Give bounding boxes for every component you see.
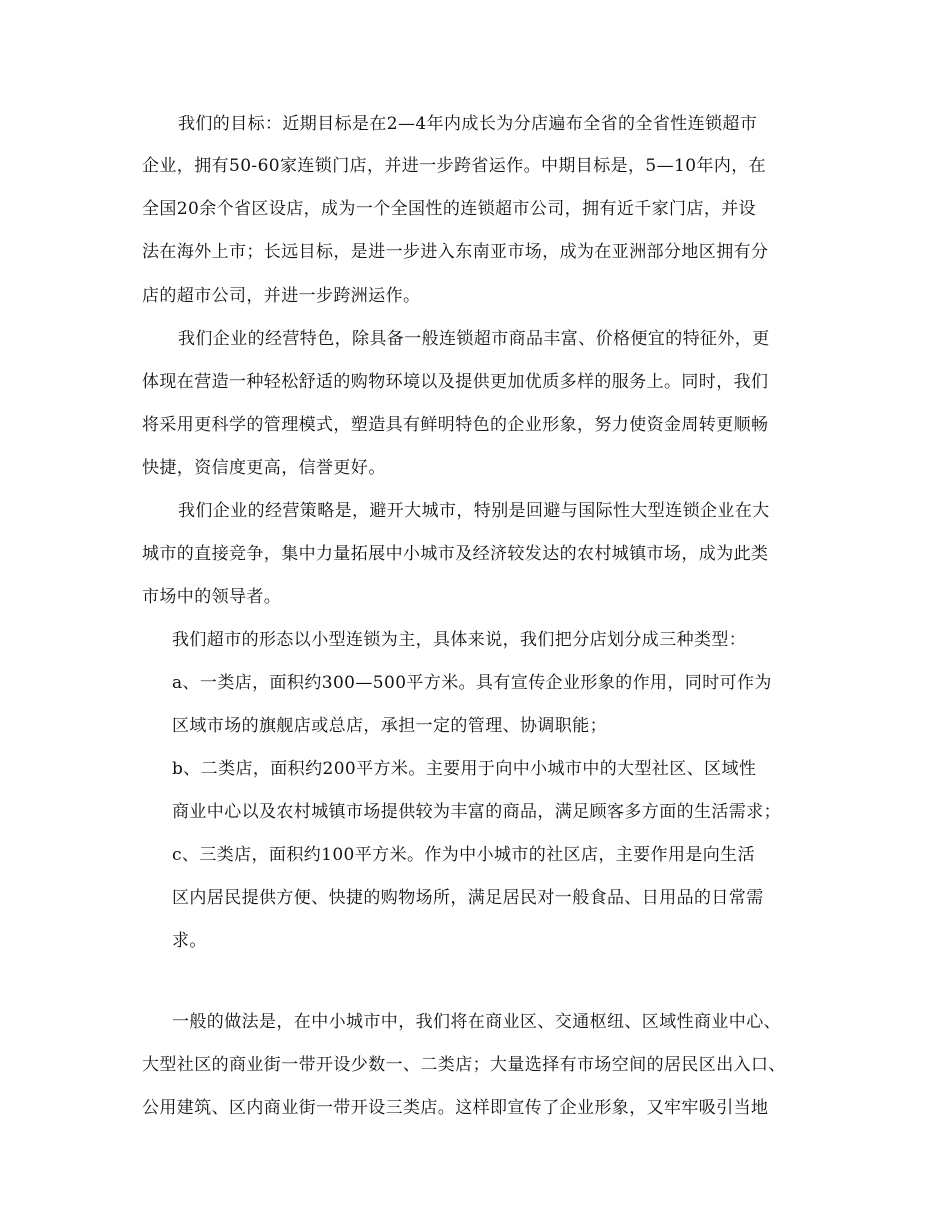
text-line: 我们的目标：近期目标是在2—4年内成长为分店遍布全省的全省性连锁超市 [178, 114, 758, 134]
list-item-text: c、三类店，面积约100平方米。作为中小城市的社区店，主要作用是向生活 [172, 845, 755, 865]
text-line: 我们超市的形态以小型连锁为主，具体来说，我们把分店划分成三种类型： [172, 630, 747, 650]
text-line: 我们企业的经营特色，除具备一般连锁超市商品丰富、价格便宜的特征外，更 [178, 329, 770, 349]
list-item-text: 区域市场的旗舰店或总店，承担一定的管理、协调职能； [172, 716, 607, 736]
list-item-text: 商业中心以及农村城镇市场提供较为丰富的商品，满足顾客多方面的生活需求； [172, 802, 781, 822]
list-item-text: a、一类店，面积约300—500平方米。具有宣传企业形象的作用，同时可作为 [172, 673, 772, 693]
text-line: 将采用更科学的管理模式，塑造具有鲜明特色的企业形象，努力使资金周转更顺畅 [142, 415, 769, 435]
text-line: 我们企业的经营策略是，避开大城市，特别是回避与国际性大型连锁企业在大 [178, 501, 770, 521]
text-line: 一般的做法是，在中小城市中，我们将在商业区、交通枢纽、区域性商业中心、 [172, 1012, 781, 1032]
text-line: 城市的直接竞争，集中力量拓展中小城市及经济较发达的农村城镇市场，成为此类 [142, 544, 769, 564]
list-item-text: 求。 [172, 931, 207, 951]
text-line: 快捷，资信度更高，信誉更好。 [142, 458, 386, 478]
list-item-text: 区内居民提供方便、快捷的购物场所，满足居民对一般食品、日用品的日常需 [172, 888, 764, 908]
text-line: 体现在营造一种轻松舒适的购物环境以及提供更加优质多样的服务上。同时，我们 [142, 372, 769, 392]
text-line: 大型社区的商业街一带开设少数一、二类店；大量选择有市场空间的居民区出入口、 [142, 1055, 786, 1075]
text-line: 全国20余个省区设店，成为一个全国性的连锁超市公司，拥有近千家门店，并设 [142, 199, 757, 219]
text-line: 市场中的领导者。 [142, 587, 282, 607]
text-line: 店的超市公司，并进一步跨洲运作。 [142, 286, 421, 306]
list-item-text: b、二类店，面积约200平方米。主要用于向中小城市中的大型社区、区域性 [172, 759, 757, 779]
text-line: 法在海外上市；长远目标，是进一步进入东南亚市场，成为在亚洲部分地区拥有分 [142, 242, 769, 262]
text-line: 企业，拥有50-60家连锁门店，并进一步跨省运作。中期目标是，5—10年内，在 [142, 156, 767, 176]
text-line: 公用建筑、区内商业街一带开设三类店。这样即宣传了企业形象，又牢牢吸引当地 [142, 1098, 769, 1118]
